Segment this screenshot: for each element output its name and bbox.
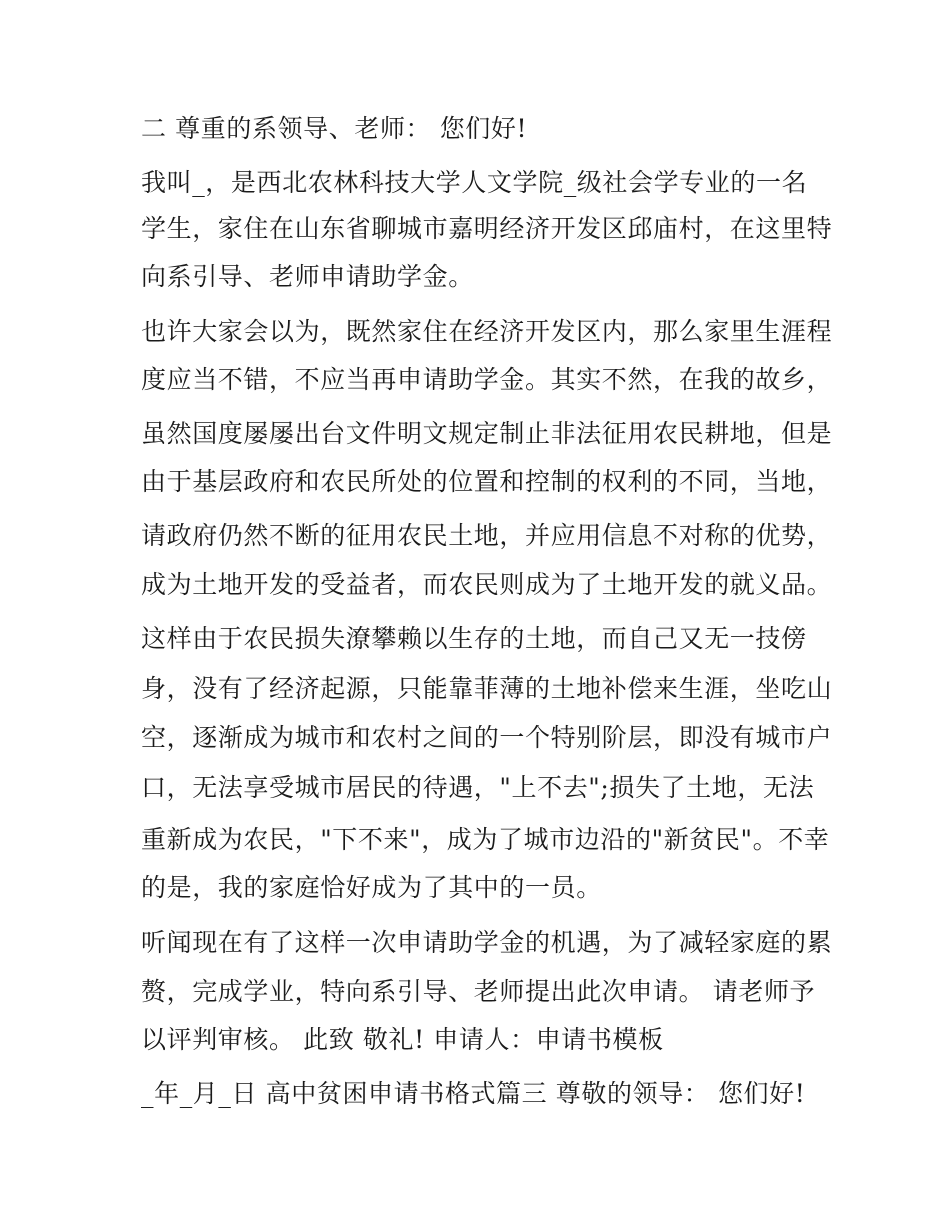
text-line: 空，逐渐成为城市和农村之间的一个特别阶层，即没有城市户 — [141, 723, 833, 752]
text-line: 度应当不错，不应当再申请助学金。其实不然，在我的故乡， — [141, 365, 833, 394]
text-line: 我叫_，是西北农林科技大学人文学院_级社会学专业的一名 — [141, 168, 808, 197]
text-line: 向系引导、老师申请助学金。 — [141, 262, 474, 291]
text-line: 也许大家会以为，既然家住在经济开发区内，那么家里生涯程 — [141, 317, 833, 346]
text-line: 请政府仍然不断的征用农民土地，并应用信息不对称的优势， — [141, 521, 833, 550]
text-line: 以评判审核。 此致 敬礼! 申请人：申请书模板 — [141, 1025, 664, 1054]
text-line: 赘，完成学业，特向系引导、老师提出此次申请。 请老师予 — [141, 977, 816, 1006]
text-line: 口，无法享受城市居民的待遇，"上不去";损失了土地，无法 — [141, 773, 815, 802]
text-line: 这样由于农民损失潦攀赖以生存的土地，而自己又无一技傍 — [141, 624, 807, 653]
text-line: 的是，我的家庭恰好成为了其中的一员。 — [141, 873, 602, 902]
text-line: 成为土地开发的受益者，而农民则成为了土地开发的就义品。 — [141, 570, 833, 599]
text-line: 虽然国度屡屡出台文件明文规定制止非法征用农民耕地，但是 — [141, 419, 833, 448]
text-line: 听闻现在有了这样一次申请助学金的机遇，为了减轻家庭的累 — [141, 928, 833, 957]
text-line: 身，没有了经济起源，只能靠菲薄的土地补偿来生涯，坐吃山 — [141, 674, 833, 703]
text-line: 重新成为农民，"下不来"，成为了城市边沿的"新贫民"。不幸 — [141, 825, 830, 854]
text-line: 二 尊重的系领导、老师： 您们好! — [141, 114, 528, 143]
text-line: 由于基层政府和农民所处的位置和控制的权利的不同，当地， — [141, 467, 833, 496]
text-line: _年_月_日 高中贫困申请书格式篇三 尊敬的领导： 您们好! — [141, 1079, 806, 1108]
text-line: 学生，家住在山东省聊城市嘉明经济开发区邱庙村，在这里特 — [141, 214, 833, 243]
